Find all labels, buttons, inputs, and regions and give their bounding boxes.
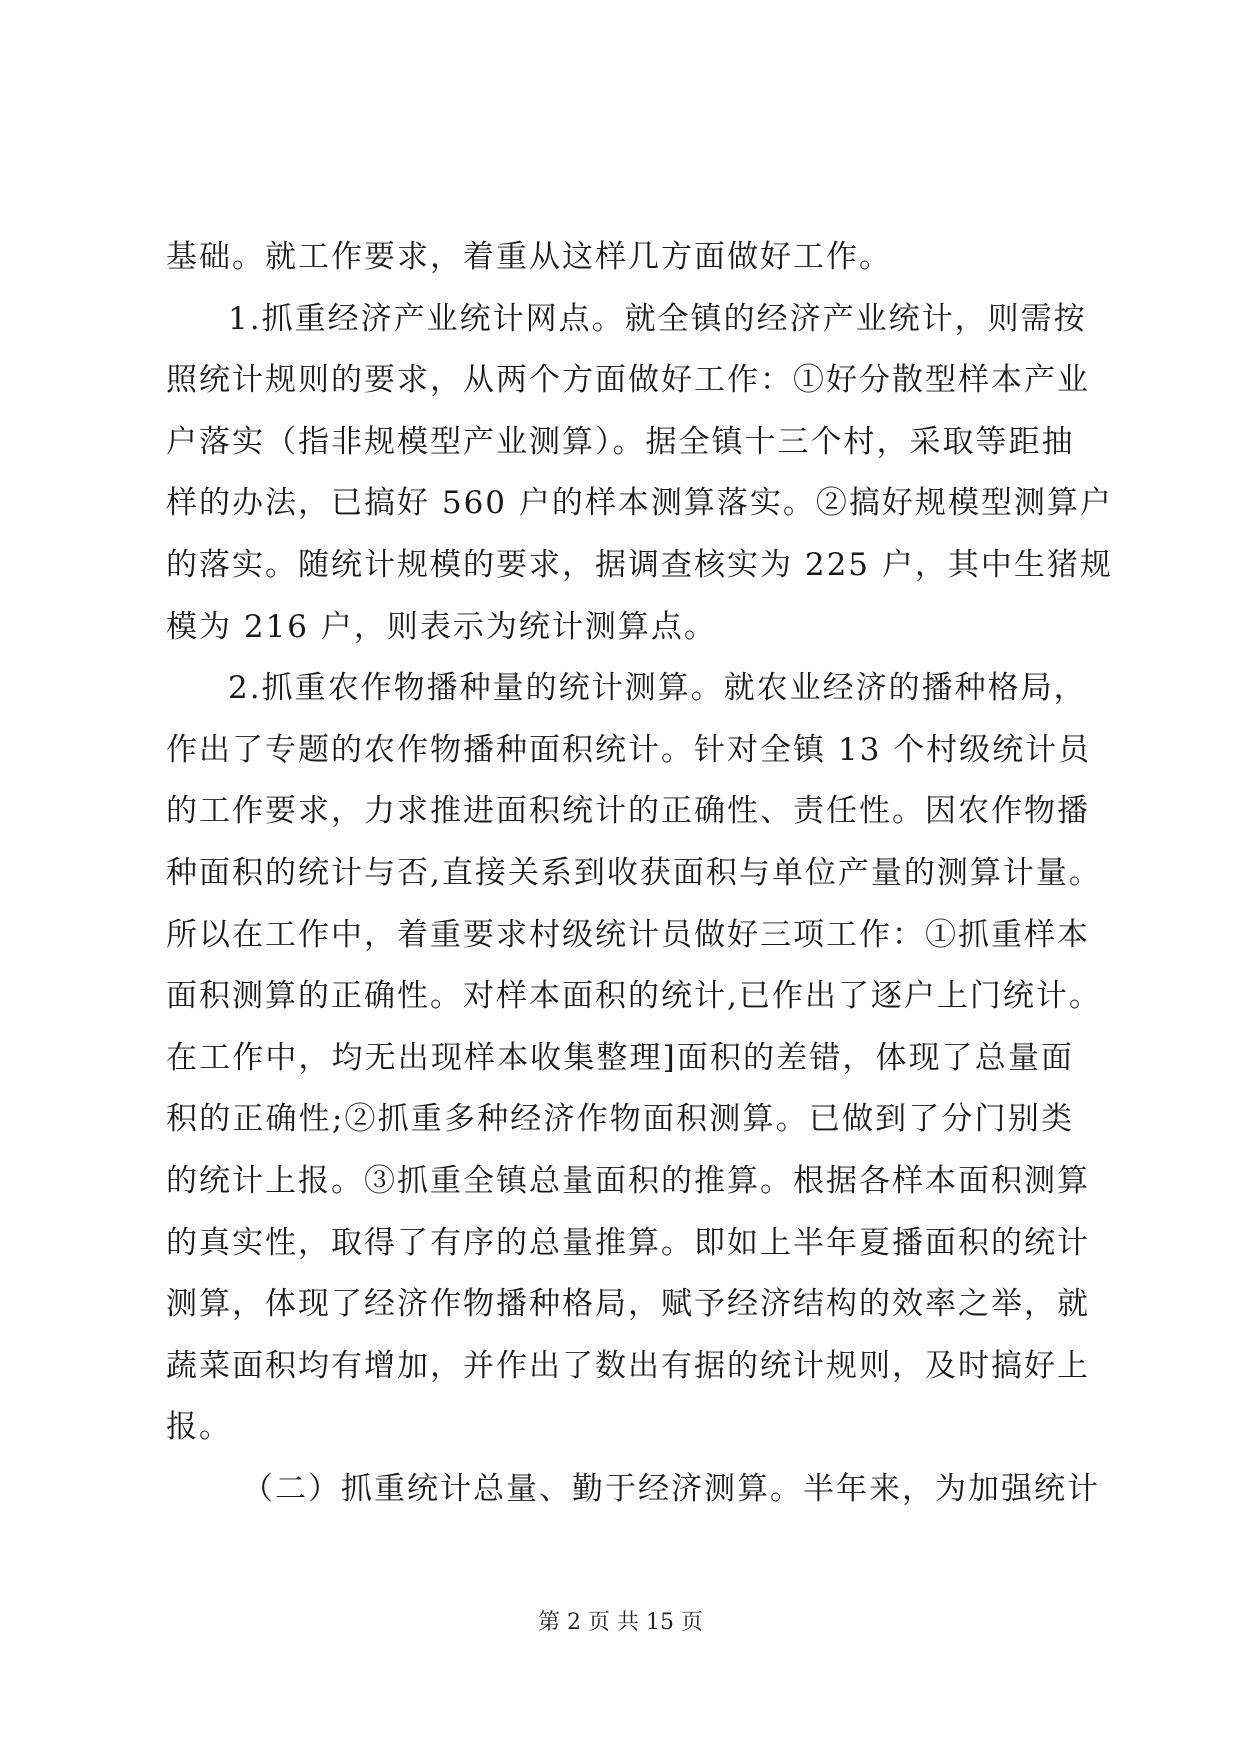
paragraph-line: 2.抓重农作物播种量的统计测算。就农业经济的播种格局， — [228, 670, 1087, 707]
paragraph-line: 所以在工作中，着重要求村级统计员做好三项工作：①抓重样本 — [166, 916, 1090, 953]
paragraph-line: 在工作中，均无出现样本收集整理]面积的差错，体现了总量面 — [166, 1039, 1074, 1076]
paragraph-line: 样的办法，已搞好 560 户的样本测算落实。②搞好规模型测算户 — [166, 485, 1113, 522]
paragraph-line: 种面积的统计与否,直接关系到收获面积与单位产量的测算计量。 — [166, 854, 1102, 891]
paragraph-line: 的工作要求，力求推进面积统计的正确性、责任性。因农作物播 — [166, 793, 1090, 830]
paragraph-line: 1.抓重经济产业统计网点。就全镇的经济产业统计，则需按 — [228, 300, 1087, 337]
paragraph-line: 户落实（指非规模型产业测算）。据全镇十三个村，采取等距抽 — [166, 423, 1075, 460]
paragraph-line: 面积测算的正确性。对样本面积的统计,已作出了逐户上门统计。 — [166, 978, 1102, 1015]
paragraph-line: 的落实。随统计规模的要求，据调查核实为 225 户，其中生猪规 — [166, 546, 1113, 583]
paragraph-line: 蔬菜面积均有增加，并作出了数出有据的统计规则，及时搞好上 — [166, 1347, 1090, 1384]
paragraph-line: 照统计规则的要求，从两个方面做好工作：①好分散型样本产业 — [166, 362, 1090, 399]
body-text — [166, 227, 1113, 1520]
page-number-footer: 第 2 页 共 15 页 — [538, 1610, 703, 1635]
paragraph-line: 的真实性，取得了有序的总量推算。即如上半年夏播面积的统计 — [166, 1224, 1090, 1261]
paragraph-line: 测算，体现了经济作物播种格局，赋予经济结构的效率之举，就 — [166, 1286, 1090, 1323]
paragraph-line: 作出了专题的农作物播种面积统计。针对全镇 13 个村级统计员 — [166, 731, 1092, 768]
section-heading-line: （二）抓重统计总量、勤于经济测算。半年来，为加强统计 — [242, 1470, 1100, 1507]
paragraph-line: 基础。就工作要求，着重从这样几方面做好工作。 — [166, 239, 892, 275]
paragraph-line: 积的正确性;②抓重多种经济作物面积测算。已做到了分门别类 — [166, 1101, 1074, 1138]
paragraph-line: 模为 216 户，则表示为统计测算点。 — [166, 608, 717, 645]
paragraph-line: 报。 — [166, 1409, 232, 1446]
paragraph-line: 的统计上报。③抓重全镇总量面积的推算。根据各样本面积测算 — [166, 1162, 1090, 1199]
